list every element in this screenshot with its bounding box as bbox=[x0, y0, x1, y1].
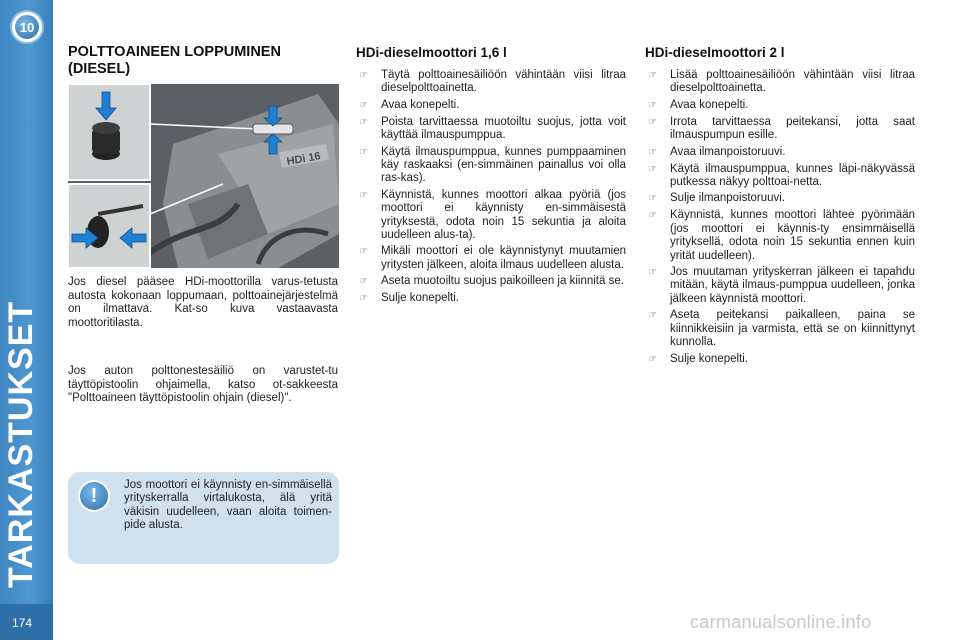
step-item bbox=[645, 353, 915, 367]
step-item bbox=[356, 292, 626, 306]
pointing-hand-icon: ☞ bbox=[359, 146, 368, 158]
step-item bbox=[645, 163, 915, 190]
step-text: Käynnistä, kunnes moottori lähtee pyörimään (jos moottori ei käynnis-ty ensimmäisellä yrityksellä, odota noin 15 sekuntia ennen kuin yrität uudelleen). bbox=[670, 209, 915, 262]
pointing-hand-icon: ☞ bbox=[359, 99, 368, 111]
step-text: Irrota tarvittaessa peitekansi, jotta saat ilmauspumpun esille. bbox=[670, 115, 915, 142]
steps-list-hdi-16 bbox=[356, 69, 626, 309]
section-title-hdi-2: HDi-dieselmoottori 2 l bbox=[645, 45, 785, 60]
chapter-badge bbox=[12, 12, 42, 42]
step-item bbox=[645, 266, 915, 306]
intro-paragraph: Jos diesel pääsee HDi-moottorilla varus-tetusta autosta kokonaan loppumaan, polttoainejärjestelmä on ilmattava. Kat-so kuva vastaavasta moottoritilasta. bbox=[68, 276, 338, 329]
step-item bbox=[356, 99, 626, 113]
step-text: Käynnistä, kunnes moottori alkaa pyöriä (jos moottori ei käynnisty en-simmäisestä yrityksestä, odota noin 15 sekuntia ja aloita uudelleen alus-ta). bbox=[381, 188, 626, 242]
pointing-hand-icon: ☞ bbox=[648, 116, 657, 128]
step-text: Avaa konepelti. bbox=[381, 98, 460, 111]
exclamation-icon: ! bbox=[80, 482, 108, 510]
step-item bbox=[645, 146, 915, 160]
section-title-fuel-out: POLTTOAINEEN LOPPUMINEN (DIESEL) bbox=[68, 44, 281, 77]
pointing-hand-icon: ☞ bbox=[648, 193, 657, 205]
chapter-title: TARKASTUKSET bbox=[2, 300, 40, 588]
pointing-hand-icon: ☞ bbox=[359, 189, 368, 201]
step-item bbox=[645, 309, 915, 349]
step-item bbox=[645, 116, 915, 143]
step-item bbox=[356, 69, 626, 96]
pointing-hand-icon: ☞ bbox=[359, 246, 368, 258]
chapter-number: 10 bbox=[15, 15, 39, 39]
step-text: Sulje konepelti. bbox=[670, 352, 748, 365]
step-text: Käytä ilmauspumppua, kunnes pumppaaminen käy raskaaksi (en-simmäinen painallus voi olla ras-kas). bbox=[381, 145, 626, 185]
pointing-hand-icon: ☞ bbox=[648, 146, 657, 158]
chapter-sidebar bbox=[0, 0, 53, 640]
page-number: 174 bbox=[12, 616, 33, 630]
pointing-hand-icon: ☞ bbox=[648, 267, 657, 279]
step-item bbox=[356, 189, 626, 243]
pointing-hand-icon: ☞ bbox=[648, 70, 657, 81]
step-text: Avaa ilmanpoistoruuvi. bbox=[670, 145, 786, 158]
step-item bbox=[356, 146, 626, 186]
step-text: Lisää polttoainesäiliöön vähintään viisi litraa dieselpolttoainetta. bbox=[670, 69, 915, 95]
warning-text: Jos moottori ei käynnisty en-simmäisellä yrityskerralla virtalukosta, älä yritä väkisin uudelleen, vaan aloita toimen-pide alusta. bbox=[124, 479, 332, 532]
pointing-hand-icon: ☞ bbox=[359, 116, 368, 128]
step-text: Mikäli moottori ei ole käynnistynyt muutamien yritysten jälkeen, aloita ilmaus uudelleen alusta. bbox=[381, 245, 626, 271]
pointing-hand-icon: ☞ bbox=[359, 70, 368, 81]
pointing-hand-icon: ☞ bbox=[648, 99, 657, 111]
step-text: Poista tarvittaessa muotoiltu suojus, jotta voit käyttää ilmauspumppua. bbox=[381, 115, 626, 142]
step-item bbox=[356, 245, 626, 272]
pointing-hand-icon: ☞ bbox=[648, 210, 657, 222]
fuel-nozzle-paragraph: Jos auton polttonestesäiliö on varustet-tu täyttöpistoolin ohjaimella, katso ot-sakkeesta "Polttoaineen täyttöpistoolin ohjain (diesel)". bbox=[68, 365, 338, 405]
step-text: Käytä ilmauspumppua, kunnes läpi-näkyvässä putkessa näkyy polttoai-netta. bbox=[670, 162, 915, 189]
steps-list-hdi-2 bbox=[645, 69, 915, 370]
warning-box bbox=[68, 472, 339, 564]
engine-photo bbox=[68, 84, 339, 268]
step-text: Jos muutaman yrityskerran jälkeen ei tapahdu mitään, käytä ilmaus-pumppua uudelleen, jonka jälkeen käynnistä moottori. bbox=[670, 266, 915, 305]
step-text: Täytä polttoainesäiliöön vähintään viisi litraa dieselpolttoainetta. bbox=[381, 69, 626, 95]
step-text: Avaa konepelti. bbox=[670, 98, 749, 111]
pointing-hand-icon: ☞ bbox=[359, 276, 368, 288]
section-title-hdi-16: HDi-dieselmoottori 1,6 l bbox=[356, 45, 507, 60]
step-item bbox=[356, 275, 626, 289]
step-item bbox=[645, 69, 915, 96]
pointing-hand-icon: ☞ bbox=[648, 310, 657, 322]
step-text: Sulje konepelti. bbox=[381, 292, 459, 305]
step-item bbox=[645, 192, 915, 206]
step-text: Aseta muotoiltu suojus paikoilleen ja kiinnitä se. bbox=[381, 275, 624, 288]
step-item bbox=[645, 209, 915, 263]
step-text: Sulje ilmanpoistoruuvi. bbox=[670, 192, 786, 205]
pointing-hand-icon: ☞ bbox=[359, 293, 368, 305]
pointing-hand-icon: ☞ bbox=[648, 353, 657, 365]
step-text: Aseta peitekansi paikalleen, paina se kiinnikkeisiin ja varmista, että se on kiinnittynyt kunnolla. bbox=[670, 309, 915, 349]
engine-photo-illustration bbox=[68, 84, 339, 268]
step-item bbox=[645, 99, 915, 113]
watermark: carmanualsonline.info bbox=[690, 612, 872, 632]
step-item bbox=[356, 116, 626, 143]
pointing-hand-icon: ☞ bbox=[648, 163, 657, 175]
engine-badge-label: HDi 16 bbox=[285, 150, 322, 168]
